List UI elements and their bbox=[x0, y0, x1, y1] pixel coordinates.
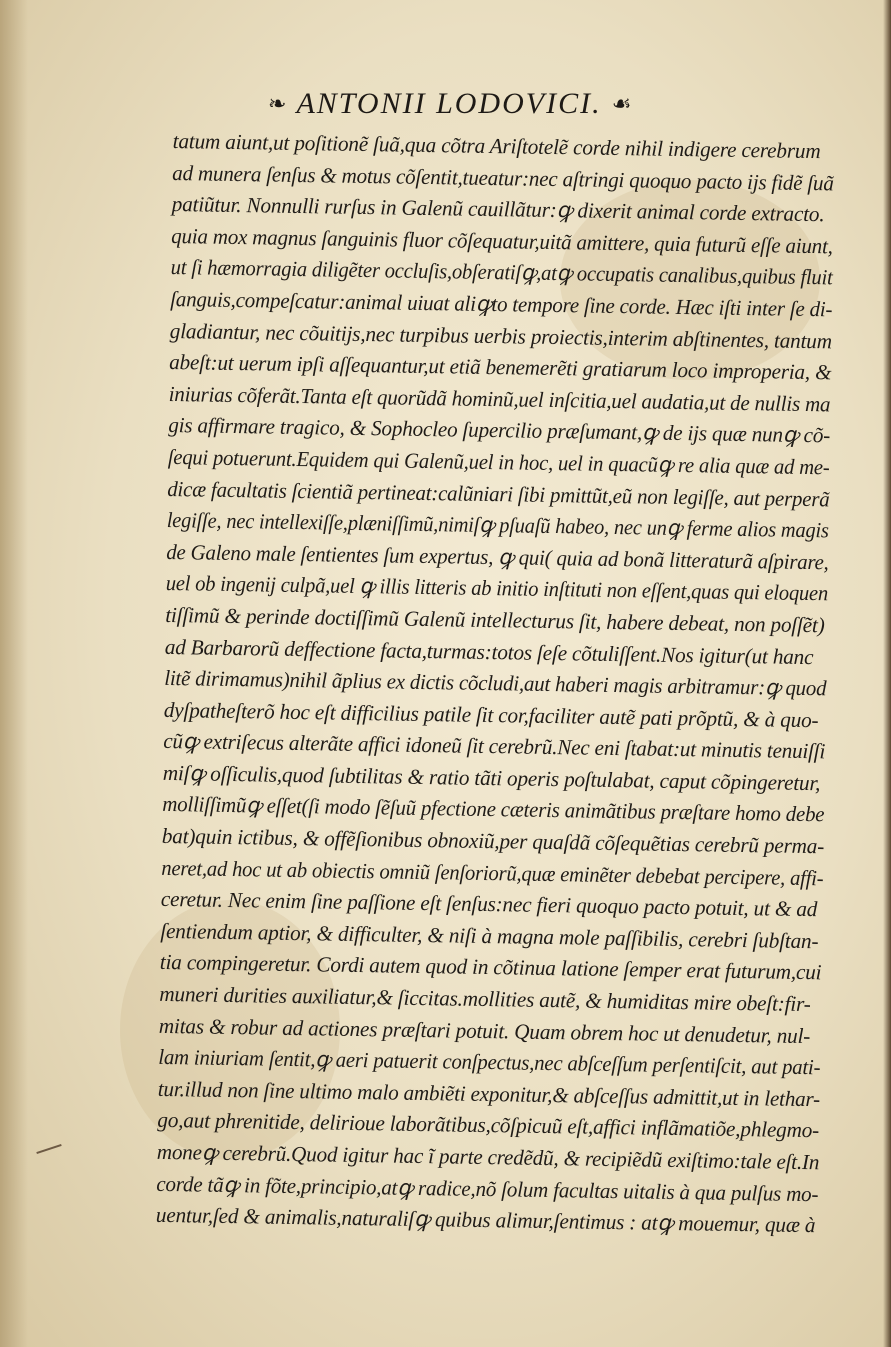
page-edge bbox=[883, 0, 891, 1347]
text-line: tiſſimũ & perinde doctiſſimũ Galenũ intellecturus ſit, habere debeat, non poſſẽt) bbox=[165, 602, 825, 638]
fleuron-right-icon: ☙ bbox=[611, 91, 632, 117]
text-line: miſꝙ oſſiculis,quod ſubtilitas & ratio tãti operis poſtulabat, caput cõpingeretur, bbox=[162, 760, 821, 796]
text-line: ut ſi hæmorragia diligẽter occluſis,obſeratiſꝙ,atꝙ occupatis canalibus,quibus fluit bbox=[170, 255, 833, 290]
text-line: cũꝙ extriſecus alterãte affici idoneũ ſit cerebrũ.Nec eni ſtabat:ut minutis tenuiſſi bbox=[163, 729, 826, 764]
text-line: abeſt:ut uerum ipſi aſſequantur,ut etiã benemerẽti gratiarum loco improperia, & bbox=[169, 350, 832, 385]
fleuron-left-icon: ❧ bbox=[268, 91, 287, 117]
text-line: muneri durities auxiliatur,& ſiccitas.mollities autẽ, & humiditas mire obeſt:fir- bbox=[159, 981, 811, 1017]
text-line: iniurias cõferãt.Tanta eſt quorũdã hominũ,uel inſcitia,uel audatia,ut de nullis ma bbox=[168, 381, 831, 417]
text-line: gis affirmare tragico, & Sophocleo ſupercilio præſumant,ꝙ de ijs quæ nunꝙ cõ- bbox=[168, 413, 831, 448]
text-line: ſentiendum aptior, & difficulter, & niſi à magna mole paſſibilis, cerebri ſubſtan- bbox=[160, 918, 819, 954]
body-text bbox=[156, 126, 843, 1242]
text-line: corde tãꝙ in fõte,principio,atꝙ radice,nõ ſolum facultas uitalis à qua pulſus mo- bbox=[156, 1171, 819, 1206]
text-line: patiũtur. Nonnulli rurſus in Galenũ cauillãtur:ꝙ dixerit animal corde extracto. bbox=[171, 192, 825, 227]
text-line: go,aut phrenitide, delirioue laborãtibus,cõſpicuũ eſt,affici inflãmatiõe,phlegmo- bbox=[157, 1108, 820, 1143]
margin-mark bbox=[36, 1144, 61, 1154]
text-line: molliſſimũꝙ eſſet(ſi modo ſẽſuũ pfectione cæteris animãtibus præſtare homo debe bbox=[162, 792, 825, 827]
text-line: dicæ facultatis ſcientiã pertineat:calũniari ſibi pmittũt,eũ non legiſſe, aut perperã bbox=[167, 476, 830, 511]
text-line: gladiantur, nec cõuitijs,nec turpibus uerbis proiectis,interim abſtinentes, tantum bbox=[169, 318, 833, 353]
text-line: tur.illud non ſine ultimo malo ambiẽti exponitur,& abſceſſus admittit,ut in lethar- bbox=[157, 1076, 821, 1112]
text-line: neret,ad hoc ut ab obiectis omniũ ſenſoriorũ,quæ eminẽter debebat percipere, affi- bbox=[161, 855, 824, 890]
running-header bbox=[268, 84, 728, 124]
text-line: de Galeno male ſentientes ſum expertus, ꝙ qui( quia ad bonã litteraturã aſpirare, bbox=[166, 539, 829, 575]
text-line: ad Barbarorũ deffectione facta,turmas:totos ſeſe cõtuliſſent.Nos igitur(ut hanc bbox=[164, 634, 814, 669]
running-head-title: ANTONII LODOVICI. bbox=[296, 87, 602, 120]
text-line: moneꝙ cerebrũ.Quod igitur hac ĩ parte credẽdũ, & recipiẽdũ exiſtimo:tale eſt.In bbox=[156, 1139, 820, 1175]
text-line: ſequi potuerunt.Equidem qui Galenũ,uel in hoc, uel in quacũꝙ re alia quæ ad me- bbox=[167, 444, 830, 480]
text-line: litẽ dirimamus)nihil ãplius ex dictis cõcludi,aut haberi magis arbitramur:ꝙ quod bbox=[164, 666, 827, 701]
text-line: legiſſe, nec intellexiſſe,plæniſſimũ,nimiſꝙ pſuaſũ habeo, nec unꝙ ferme alios magis bbox=[166, 508, 829, 543]
text-line: lam iniuriam ſentit,ꝙ aeri patuerit conſpectus,nec abſceſſum perſentiſcit, aut pati- bbox=[158, 1045, 821, 1080]
text-line: bat)quin ictibus, & offẽſionibus obnoxiũ,per quaſdã cõſequẽtias cerebrũ perma- bbox=[161, 823, 825, 859]
text-line: quia mox magnus ſanguinis fluor cõſequatur,uitã amittere, quia futurũ eſſe aiunt, bbox=[171, 223, 833, 259]
gutter-shadow bbox=[0, 0, 28, 1347]
text-line: mitas & robur ad actiones præſtari potuit. Quam obrem hoc ut denudetur, nul- bbox=[158, 1013, 811, 1048]
text-line: uel ob ingenij culpã,uel ꝙ illis litteris ab initio inſtituti non eſſent,quas qui eloquen bbox=[165, 571, 829, 606]
text-line: tatum aiunt,ut poſitionẽ ſuã,qua cõtra Ariſtotelẽ corde nihil indigere cerebrum bbox=[172, 128, 821, 164]
text-line: tia compingeretur. Cordi autem quod in cõtinua latione ſemper erat futurum,cui bbox=[159, 950, 822, 985]
text-line: ad munera ſenſus & motus cõſentit,tueatur:nec aſtringi quoquo pacto ijs fidẽ ſuã bbox=[172, 160, 834, 195]
text-line: ſanguis,compeſcatur:animal uiuat aliꝙto tempore ſine corde. Hæc iſti inter ſe di- bbox=[170, 286, 833, 322]
text-line: ceretur. Nec enim ſine paſſione eſt ſenſus:nec fieri quoquo pacto potuit, ut & ad bbox=[160, 887, 818, 922]
text-line: dyſpatheſterõ hoc eſt difficilius patile ſit cor,faciliter autẽ pati prõptũ, & à quo- bbox=[163, 697, 819, 732]
text-line: uentur,ſed & animalis,naturaliſꝙ quibus alimur,ſentimus : atꝙ mouemur, quæ à bbox=[155, 1203, 816, 1238]
